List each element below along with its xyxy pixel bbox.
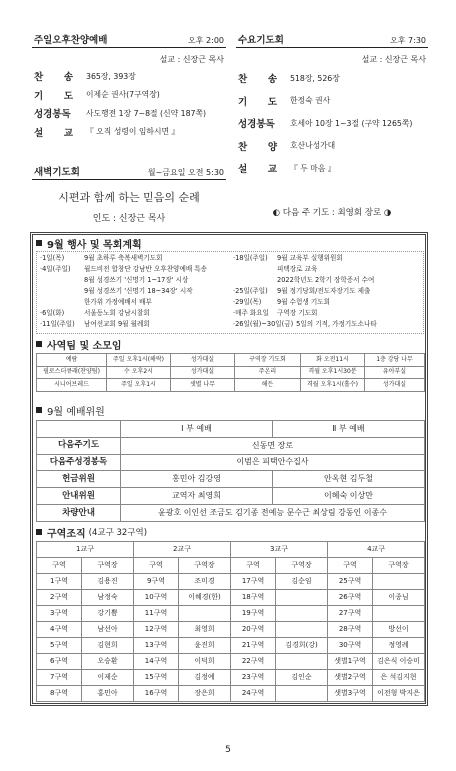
event-date: ·1일(목) [40,254,65,262]
worship-service-2-cell: 안옥현 김두철 [273,471,425,488]
event-date: ·11일(주일) [40,320,75,328]
event-text: 구역장 기도회 [277,309,318,317]
district-leader-cell [276,622,328,638]
service-time: 월~금요일 오전 5:30 [147,168,224,177]
event-line [40,297,230,308]
ministry-row [37,354,425,367]
event-line [233,264,423,275]
order-item-value: 한정숙 권사 [290,96,331,106]
ministry-cell: 주일 오후1시(해락) [107,354,171,367]
event-date [233,264,277,275]
event-date [233,275,277,286]
ministry-cell: 격월 오후1시30분 [301,366,365,379]
district-name-cell: 25구역 [328,574,373,590]
next-week-prayer: ◐ 다음 주 기도 : 최영회 장로 ◑ [272,208,392,218]
service-title: 주일오후찬양예배 [34,35,108,46]
ministry-cell: 성가대실 [171,354,235,367]
section-subtitle: (4교구 32구역) [88,528,148,538]
ministry-cell: 성가대실 [171,366,235,379]
worship-merged-cell: 이범은 피택안수집사 [121,454,425,471]
square-bullet-icon [36,240,42,246]
ministry-cell: 시니어브레드 [37,379,107,392]
district-column-header: 구역장 [82,558,134,574]
district-name-cell: 30구역 [328,638,373,654]
event-text: 남여선교회 9월 월례회 [84,320,150,328]
square-bullet-icon [36,341,42,347]
parish-header: 3교구 [231,542,328,558]
worship-service-1-cell: 홍민아 김강영 [121,471,273,488]
district-name-cell: 16구역 [134,686,179,702]
ministry-cell: 예람 [37,354,107,367]
worship-header-row [37,421,425,438]
district-column-header: 구역 [37,558,82,574]
worship-corner-cell [37,421,121,438]
district-leader-cell: 조미경 [179,574,231,590]
event-text: 서울동노회 강남시찰회 [84,309,150,317]
worship-row [37,454,425,471]
dawn-leader: 인도 : 신장근 목사 [92,214,166,224]
event-date: ·29일(목) [233,298,262,306]
event-line [233,286,423,297]
order-item-row [32,123,226,142]
district-leader-cell [276,686,328,702]
district-leader-cell: 김용진 [82,574,134,590]
district-leader-cell: 김은식 이승미 [373,654,425,670]
district-name-cell: 2구역 [37,590,82,606]
order-item-row [32,67,226,86]
square-bullet-icon [36,529,42,535]
district-row [37,638,425,654]
order-of-service [32,67,226,141]
district-leader-cell: 이덕희 [179,654,231,670]
worship-service-1-cell: 교역자 최영희 [121,488,273,505]
district-leader-cell: 장은희 [179,686,231,702]
worship-role-label: 다음주성경봉독 [37,454,121,471]
district-name-cell: 7구역 [37,670,82,686]
district-name-cell: 5구역 [37,638,82,654]
order-item-value: 호산나성가대 [290,141,336,151]
service-time: 오후 2:00 [188,36,224,45]
district-name-cell: 18구역 [231,590,276,606]
event-line [233,308,423,319]
order-item-label: 성경봉독 [238,119,275,131]
district-row [37,574,425,590]
wednesday-prayer-service [236,33,428,180]
district-leader-cell: 김인순 [276,670,328,686]
dawn-prayer-meeting [32,165,226,224]
district-name-cell: 8구역 [37,686,82,702]
district-name-cell: 17구역 [231,574,276,590]
district-name-cell: 24구역 [231,686,276,702]
district-column-header: 구역장 [276,558,328,574]
ministry-cell: 1층 강당 나무 [365,354,425,367]
parish-header: 1교구 [37,542,134,558]
event-date: ·매주 화요일 [233,309,270,317]
service-header [32,165,226,180]
district-leader-cell: 김현희 [82,638,134,654]
events-list [36,251,424,334]
preacher-line: 설교 : 신장근 목사 [159,55,224,64]
district-leader-cell [276,606,328,622]
district-name-cell: 27구역 [328,606,373,622]
district-leader-cell: 오승환 [82,654,134,670]
district-leader-cell [373,574,425,590]
district-leader-cell: 김정예 [179,670,231,686]
order-item-label: 기 도 [34,90,73,102]
events-column-left [37,253,230,333]
district-leader-cell: 최영희 [179,622,231,638]
event-text: 9월 교육부 실행위원회 [277,254,343,262]
district-leader-cell: 정영례 [373,638,425,654]
order-item-label: 찬 송 [238,74,277,86]
district-leader-cell: 남정숙 [82,590,134,606]
district-leader-cell [179,606,231,622]
ministry-cell: 샛별 나무 [171,379,235,392]
order-item-row [32,86,226,105]
district-name-cell: 23구역 [231,670,276,686]
district-row [37,654,425,670]
order-item-label: 성경봉독 [34,109,71,121]
worship-role-label: 안내위원 [37,488,121,505]
district-row [37,686,425,702]
order-item-row [236,157,428,180]
district-name-cell: 샛별3구역 [328,686,373,702]
ministry-table [36,353,425,392]
district-leader-cell: 이전형 박지은 [373,686,425,702]
district-leader-cell: 강기쁨 [82,606,134,622]
event-text: 9월 성경쓰기 '신명기 18~34장' 시작 [84,287,193,295]
district-name-cell: 3구역 [37,606,82,622]
event-text: 9월 초하루 축복새벽기도회 [84,254,163,262]
worship-role-label: 헌금위원 [37,471,121,488]
sunday-afternoon-service [32,33,226,141]
event-date [40,286,84,297]
order-item-label: 찬 송 [34,72,73,84]
ministry-cell: 성가대실 [365,379,425,392]
event-line [233,253,423,264]
section-title: 9월 행사 및 목회계획 [47,239,142,251]
ministry-cell: 격월 오후1시(홀수) [301,379,365,392]
district-name-cell: 26구역 [328,590,373,606]
event-date [40,297,84,308]
district-name-cell: 12구역 [134,622,179,638]
event-text: 8월 성경쓰기 '신명기 1~17장' 시상 [84,276,189,284]
service-header [32,33,226,48]
preacher-line: 설교 : 신장근 목사 [361,55,426,64]
ministry-cell: 화 오전11시 [301,354,365,367]
parish-header-row [37,542,425,558]
worship-role-label: 다음주기도 [37,437,121,454]
district-row [37,622,425,638]
event-line [233,319,423,330]
event-date: ·26일(월)~30일(금) [233,320,294,328]
worship-service-2-cell: 이혜숙 이상만 [273,488,425,505]
ministry-row [37,366,425,379]
district-name-cell: 21구역 [231,638,276,654]
event-date: ·4일(주일) [40,265,71,273]
order-item-value: 365장, 393장 [86,71,136,81]
district-column-header: 구역 [231,558,276,574]
section-title: 구역조직 [47,528,86,540]
district-leader-cell [373,606,425,622]
district-leader-cell: 김경희(강) [276,638,328,654]
district-leader-cell: 남선아 [82,622,134,638]
event-line [40,275,230,286]
worship-merged-cell: 윤광호 이인선 조금도 김기종 전예능 문수근 최상림 강동인 이종수 [121,504,425,521]
district-row [37,606,425,622]
event-line [233,275,423,286]
district-name-cell: 샛별1구역 [328,654,373,670]
order-item-row [236,67,428,90]
district-name-cell: 13구역 [134,638,179,654]
page-number: 5 [225,745,231,755]
event-text: 한가위 가정예배서 배부 [84,298,152,306]
service-time: 오후 7:30 [390,36,426,45]
district-name-cell: 10구역 [134,590,179,606]
district-name-cell: 6구역 [37,654,82,670]
order-item-value: 사도행전 1장 7~8절 (신약 187쪽) [86,108,207,118]
worship-row [37,437,425,454]
ministry-cell: 주일 오후1시 [107,379,171,392]
worship-committee-heading [36,403,105,417]
ministry-row [37,379,425,392]
order-item-row [32,104,226,123]
section-title: 사역팀 및 소모임 [47,340,122,352]
order-item-label: 설 교 [34,127,73,139]
district-column-header: 구역장 [373,558,425,574]
service-header [236,33,428,48]
district-name-cell: 11구역 [134,606,179,622]
event-text: 9월 수험생 기도회 [277,298,330,306]
district-leader-cell: 방선이 [373,622,425,638]
order-item-row [236,112,428,135]
district-leader-cell: 은 석김지현 [373,670,425,686]
district-name-cell: 22구역 [231,654,276,670]
district-leader-cell: 김순임 [276,574,328,590]
district-name-cell: 1구역 [37,574,82,590]
order-item-value: 518장, 526장 [290,73,340,83]
parish-header: 2교구 [134,542,231,558]
ministry-cell: 수 오후2시 [107,366,171,379]
district-name-cell: 14구역 [134,654,179,670]
ministry-cell: 해든 [235,379,301,392]
event-text: 5일의 기적, 가정기도소나타 [296,320,377,328]
service-2-header: Ⅱ 부 예배 [273,421,425,438]
district-name-cell: 샛별2구역 [328,670,373,686]
district-leader-cell: 윤진희 [179,638,231,654]
district-name-cell: 28구역 [328,622,373,638]
order-item-row [236,90,428,113]
event-text: 월드비전 합창단 강남반 오후찬양예배 특송 [84,265,208,273]
district-name-cell: 15구역 [134,670,179,686]
dawn-theme: 시편과 함께 하는 믿음의 순례 [58,191,200,204]
event-line [40,253,230,264]
service-1-header: Ⅰ 부 예배 [121,421,273,438]
event-line [40,308,230,319]
ministry-cell: 필로스더큐래(찬양팀) [37,366,107,379]
event-date: ·18일(주일) [233,254,268,262]
district-leader-cell: 홍민아 [82,686,134,702]
order-item-value: 이제순 권사(7구역장) [86,90,160,100]
event-line [40,286,230,297]
section-title: 9월 예배위원 [47,406,105,418]
events-heading [36,236,142,250]
district-leader-cell: 이제순 [82,670,134,686]
events-column-right [230,253,423,333]
district-leader-cell [276,654,328,670]
district-table [36,541,425,702]
worship-row [37,504,425,521]
ministry-cell: 유아부실 [365,366,425,379]
worship-role-label: 차량안내 [37,504,121,521]
order-item-label: 설 교 [238,164,277,176]
district-name-cell: 4구역 [37,622,82,638]
district-column-header: 구역장 [179,558,231,574]
square-bullet-icon [36,407,42,413]
district-leader-cell: 이종님 [373,590,425,606]
district-column-header: 구역 [134,558,179,574]
order-item-value: 『 두 마음 』 [290,163,336,173]
district-name-cell: 19구역 [231,606,276,622]
district-leader-cell [276,590,328,606]
order-of-service [236,67,428,180]
district-name-cell: 9구역 [134,574,179,590]
event-date: ·6일(화) [40,309,65,317]
order-item-value: 『 오직 성령이 임하시면 』 [86,127,180,137]
worship-merged-cell: 신동면 장로 [121,437,425,454]
district-leader-cell: 이혜경(한) [179,590,231,606]
worship-row [37,488,425,505]
ministry-cell: 주온리 [235,366,301,379]
district-row [37,670,425,686]
ministry-cell: 구역장 기도회 [235,354,301,367]
districts-heading [36,525,147,539]
order-item-value: 호세아 10장 1~3절 (구약 1265쪽) [290,118,413,128]
event-date: ·25일(주일) [233,287,268,295]
district-row [37,590,425,606]
worship-row [37,471,425,488]
district-subheader-row [37,558,425,574]
event-text: 2022학년도 2학기 장학증서 수여 [277,276,375,284]
ministry-heading [36,337,122,351]
district-name-cell: 20구역 [231,622,276,638]
service-title: 새벽기도회 [34,167,80,178]
order-item-label: 기 도 [238,96,277,108]
event-line [40,264,230,275]
order-item-label: 찬 양 [238,141,277,153]
worship-committee-table [36,420,425,522]
district-column-header: 구역 [328,558,373,574]
service-title: 수요기도회 [238,35,284,46]
event-date [40,275,84,286]
event-text: 피택장로 교육 [277,265,318,273]
event-line [233,297,423,308]
event-text: 9월 정기당회/전도자장기도 제출 [277,287,371,295]
order-item-row [236,135,428,158]
event-line [40,319,230,330]
parish-header: 4교구 [328,542,425,558]
